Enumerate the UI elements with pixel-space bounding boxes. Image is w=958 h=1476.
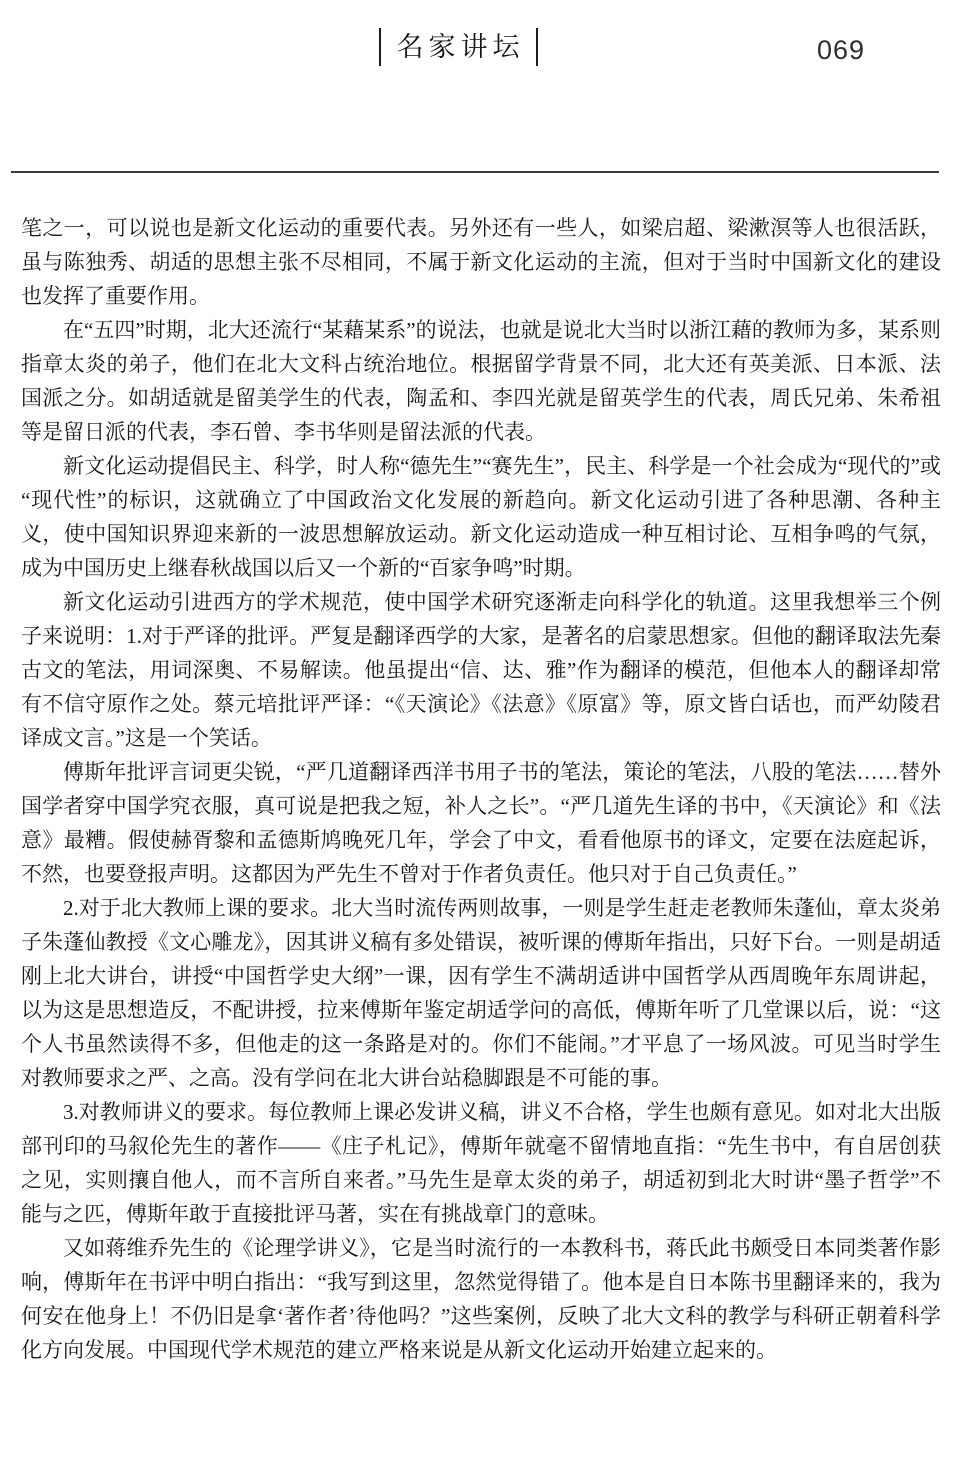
paragraph: 在“五四”时期，北大还流行“某藉某系”的说法，也就是说北大当时以浙江藉的教师为多，某系则指章太炎的弟子，他们在北大文科占统治地位。根据留学背景不同，北大还有英美派、日本派、法国派之分。如胡适就是留美学生的代表，陶孟和、李四光就是留英学生的代表，周氏兄弟、朱希祖等是留日派的代表，李石曾、李书华则是留法派的代表。 <box>21 318 941 444</box>
section-title: 名家讲坛 <box>396 31 525 62</box>
paragraph: 傅斯年批评言词更尖锐，“严几道翻译西洋书用子书的笔法，策论的笔法，八股的笔法……替外国学者穿中国学究衣服，真可说是把我之短，补人之长”。“严几道先生译的书中，《天演论》和《法意》最糟。假使赫胥黎和孟德斯鸠晚死几年，学会了中文，看看他原书的译文，定要在法庭起诉，不然，也要登报声明。这都因为严先生不曾对于作者负责任。他只对于自己负责任。” <box>21 760 941 886</box>
header-divider <box>11 171 939 173</box>
title-right-bar <box>536 28 538 66</box>
page-number: 069 <box>817 35 866 65</box>
paragraph: 3.对教师讲义的要求。每位教师上课必发讲义稿，讲义不合格，学生也颇有意见。如对北大出版部刊印的马叙伦先生的著作——《庄子札记》，傅斯年就毫不留情地直指：“先生书中，有自居创获之见，实则攘自他人，而不言所自来者。”马先生是章太炎的弟子，胡适初到北大时讲“墨子哲学”不能与之匹，傅斯年敢于直接批评马著，实在有挑战章门的意味。 <box>21 1100 941 1226</box>
paragraph: 笔之一，可以说也是新文化运动的重要代表。另外还有一些人，如梁启超、梁漱溟等人也很活跃，虽与陈独秀、胡适的思想主张不尽相同，不属于新文化运动的主流，但对于当时中国新文化的建设也发挥了重要作用。 <box>21 216 941 308</box>
title-left-bar <box>379 28 381 66</box>
paragraph: 2.对于北大教师上课的要求。北大当时流传两则故事，一则是学生赶走老教师朱蓬仙，章太炎弟子朱蓬仙教授《文心雕龙》，因其讲义稿有多处错误，被听课的傅斯年指出，只好下台。一则是胡适刚上北大讲台，讲授“中国哲学史大纲”一课，因有学生不满胡适讲中国哲学从西周晚年东周讲起，以为这是思想造反，不配讲授，拉来傅斯年鉴定胡适学问的高低，傅斯年听了几堂课以后，说：“这个人书虽然读得不多，但他走的这一条路是对的。你们不能闹。”才平息了一场风波。可见当时学生对教师要求之严、之高。没有学问在北大讲台站稳脚跟是不可能的事。 <box>21 896 941 1090</box>
paragraph: 又如蒋维乔先生的《论理学讲义》，它是当时流行的一本教科书，蒋氏此书颇受日本同类著作影响，傅斯年在书评中明白指出：“我写到这里，忽然觉得错了。他本是自日本陈书里翻译来的，我为何安在他身上！不仍旧是拿‘著作者’待他吗？”这些案例，反映了北大文科的教学与科研正朝着科学化方向发展。中国现代学术规范的建立严格来说是从新文化运动开始建立起来的。 <box>21 1236 941 1362</box>
paragraph: 新文化运动引进西方的学术规范，使中国学术研究逐渐走向科学化的轨道。这里我想举三个例子来说明：1.对于严译的批评。严复是翻译西学的大家，是著名的启蒙思想家。但他的翻译取法先秦古文的笔法，用词深奥、不易解读。他虽提出“信、达、雅”作为翻译的模范，但他本人的翻译却常有不信守原作之处。蔡元培批评严译：“《天演论》《法意》《原富》等，原文皆白话也，而严幼陵君译成文言。”这是一个笑话。 <box>21 590 941 750</box>
article-body <box>21 211 941 1367</box>
paragraph: 新文化运动提倡民主、科学，时人称“德先生”“赛先生”，民主、科学是一个社会成为“现代的”或“现代性”的标识，这就确立了中国政治文化发展的新趋向。新文化运动引进了各种思潮、各种主义，使中国知识界迎来新的一波思想解放运动。新文化运动造成一种互相讨论、互相争鸣的气氛，成为中国历史上继春秋战国以后又一个新的“百家争鸣”时期。 <box>21 454 941 580</box>
page-header <box>0 26 937 68</box>
